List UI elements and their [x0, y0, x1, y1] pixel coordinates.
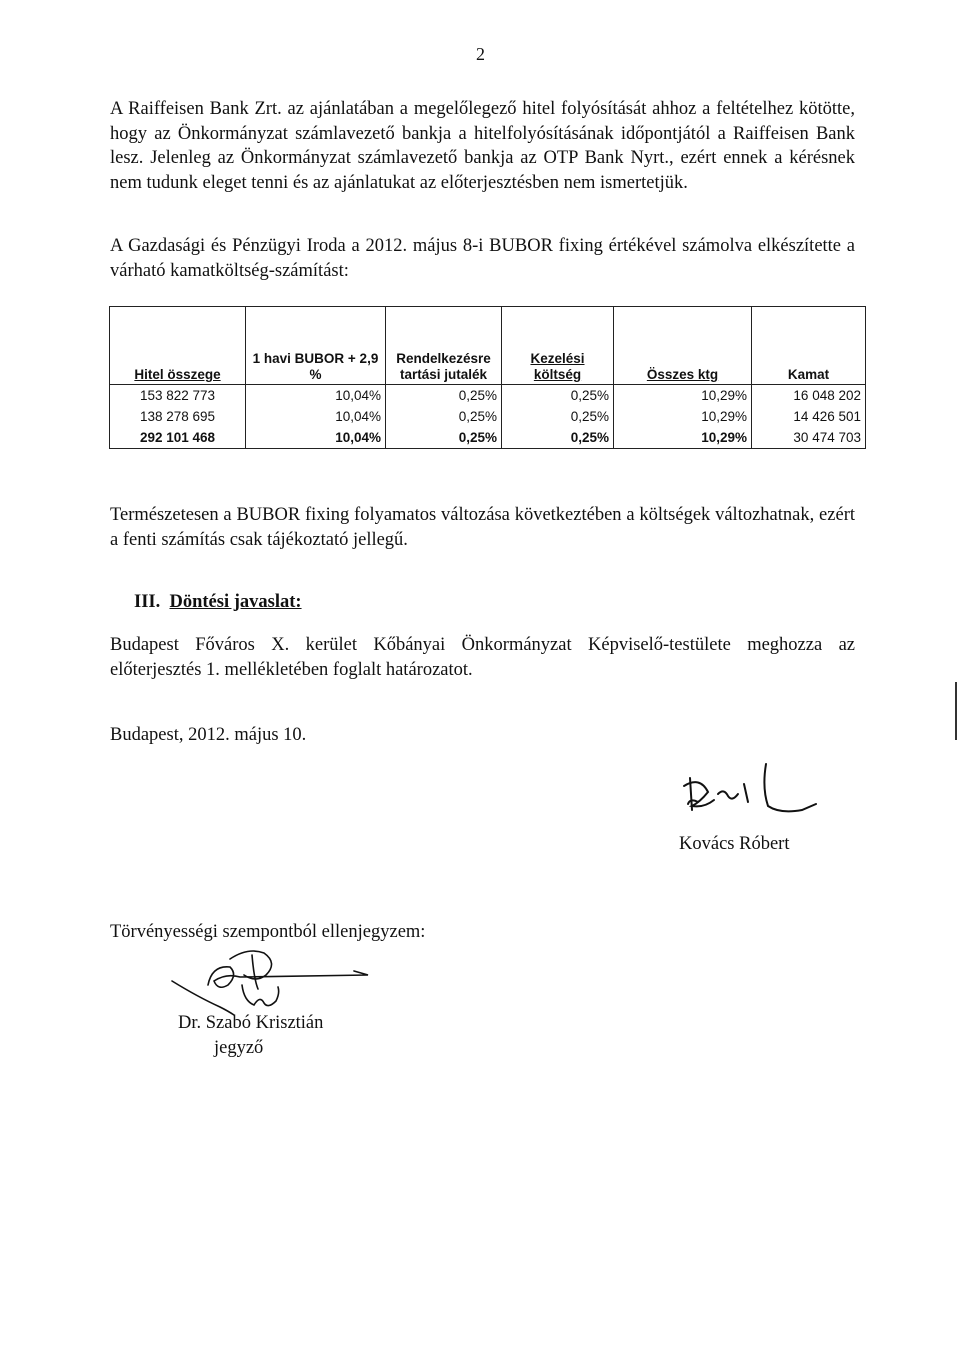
scan-margin-mark [955, 682, 957, 740]
cell-total-cost: 10,29% [614, 385, 752, 407]
cell-loan-amount: 138 278 695 [110, 406, 246, 427]
cell-handling-fee: 0,25% [502, 406, 614, 427]
section-title: Döntési javaslat: [169, 592, 302, 612]
page-number: 2 [476, 44, 485, 64]
cell-loan-amount: 153 822 773 [110, 385, 246, 407]
paragraph-calculation-intro: A Gazdasági és Pénzügyi Iroda a 2012. május 8-i BUBOR fixing értékével számolva elkészítette a várható kamatköltség-számítást: [110, 236, 855, 281]
paragraph-decision: Budapest Főváros X. kerület Kőbányai Önkormányzat Képviselő-testülete meghozza az előterjesztés 1. mellékletében foglalt határozatot. [110, 635, 855, 680]
cell-commitment-fee: 0,25% [386, 406, 502, 427]
cell-bubor: 10,04% [246, 406, 386, 427]
cell-handling-fee-total: 0,25% [502, 427, 614, 449]
cell-bubor-total: 10,04% [246, 427, 386, 449]
header-bubor: 1 havi BUBOR + 2,9 % [246, 307, 386, 385]
cell-total-cost-total: 10,29% [614, 427, 752, 449]
signer-name: Kovács Róbert [679, 834, 790, 854]
document-date: Budapest, 2012. május 10. [110, 725, 307, 745]
cell-commitment-fee: 0,25% [386, 385, 502, 407]
cell-interest: 14 426 501 [752, 406, 866, 427]
header-loan-amount: Hitel összege [110, 307, 246, 385]
header-commitment-fee: Rendelkezésre tartási jutalék [386, 307, 502, 385]
table-row [110, 385, 866, 407]
cell-interest-total: 30 474 703 [752, 427, 866, 449]
signature-kovacs [670, 758, 820, 828]
paragraph-raiffeisen: A Raiffeisen Bank Zrt. az ajánlatában a megelőlegező hitel folyósítását ahhoz a feltételhez kötötte, hogy az Önkormányzat számlavezető bankja a hitelfolyósításának időpontjától a Raiffeisen Bank lesz. Jelenleg az Önkormányzat számlavezető bankja az OTP Bank Nyrt., ezért ennek a kérésnek nem tudunk eleget tenni és az ajánlatukat az előterjesztésben nem ismertetjük. [110, 99, 855, 193]
header-interest: Kamat [752, 307, 866, 385]
cell-handling-fee: 0,25% [502, 385, 614, 407]
header-total-cost: Összes ktg [614, 307, 752, 385]
cell-loan-amount-total: 292 101 468 [110, 427, 246, 449]
table-total-row [110, 427, 866, 449]
cell-interest: 16 048 202 [752, 385, 866, 407]
cell-total-cost: 10,29% [614, 406, 752, 427]
table-row [110, 406, 866, 427]
section-number: III. [134, 592, 161, 612]
signer-2-name: Dr. Szabó Krisztián [178, 1013, 324, 1033]
paragraph-bubor-note: Természetesen a BUBOR fixing folyamatos változása következtében a költségek változhatnak, ezért a fenti számítás csak tájékoztató jellegű. [110, 505, 855, 550]
header-handling-fee: Kezelési költség [502, 307, 614, 385]
signer-2-title: jegyző [214, 1038, 264, 1058]
section-heading [134, 592, 302, 613]
table-header-row [110, 307, 866, 385]
cell-bubor: 10,04% [246, 385, 386, 407]
interest-cost-table [109, 306, 866, 449]
countersign-intro: Törvényességi szempontból ellenjegyzem: [110, 922, 426, 942]
cell-commitment-fee-total: 0,25% [386, 427, 502, 449]
